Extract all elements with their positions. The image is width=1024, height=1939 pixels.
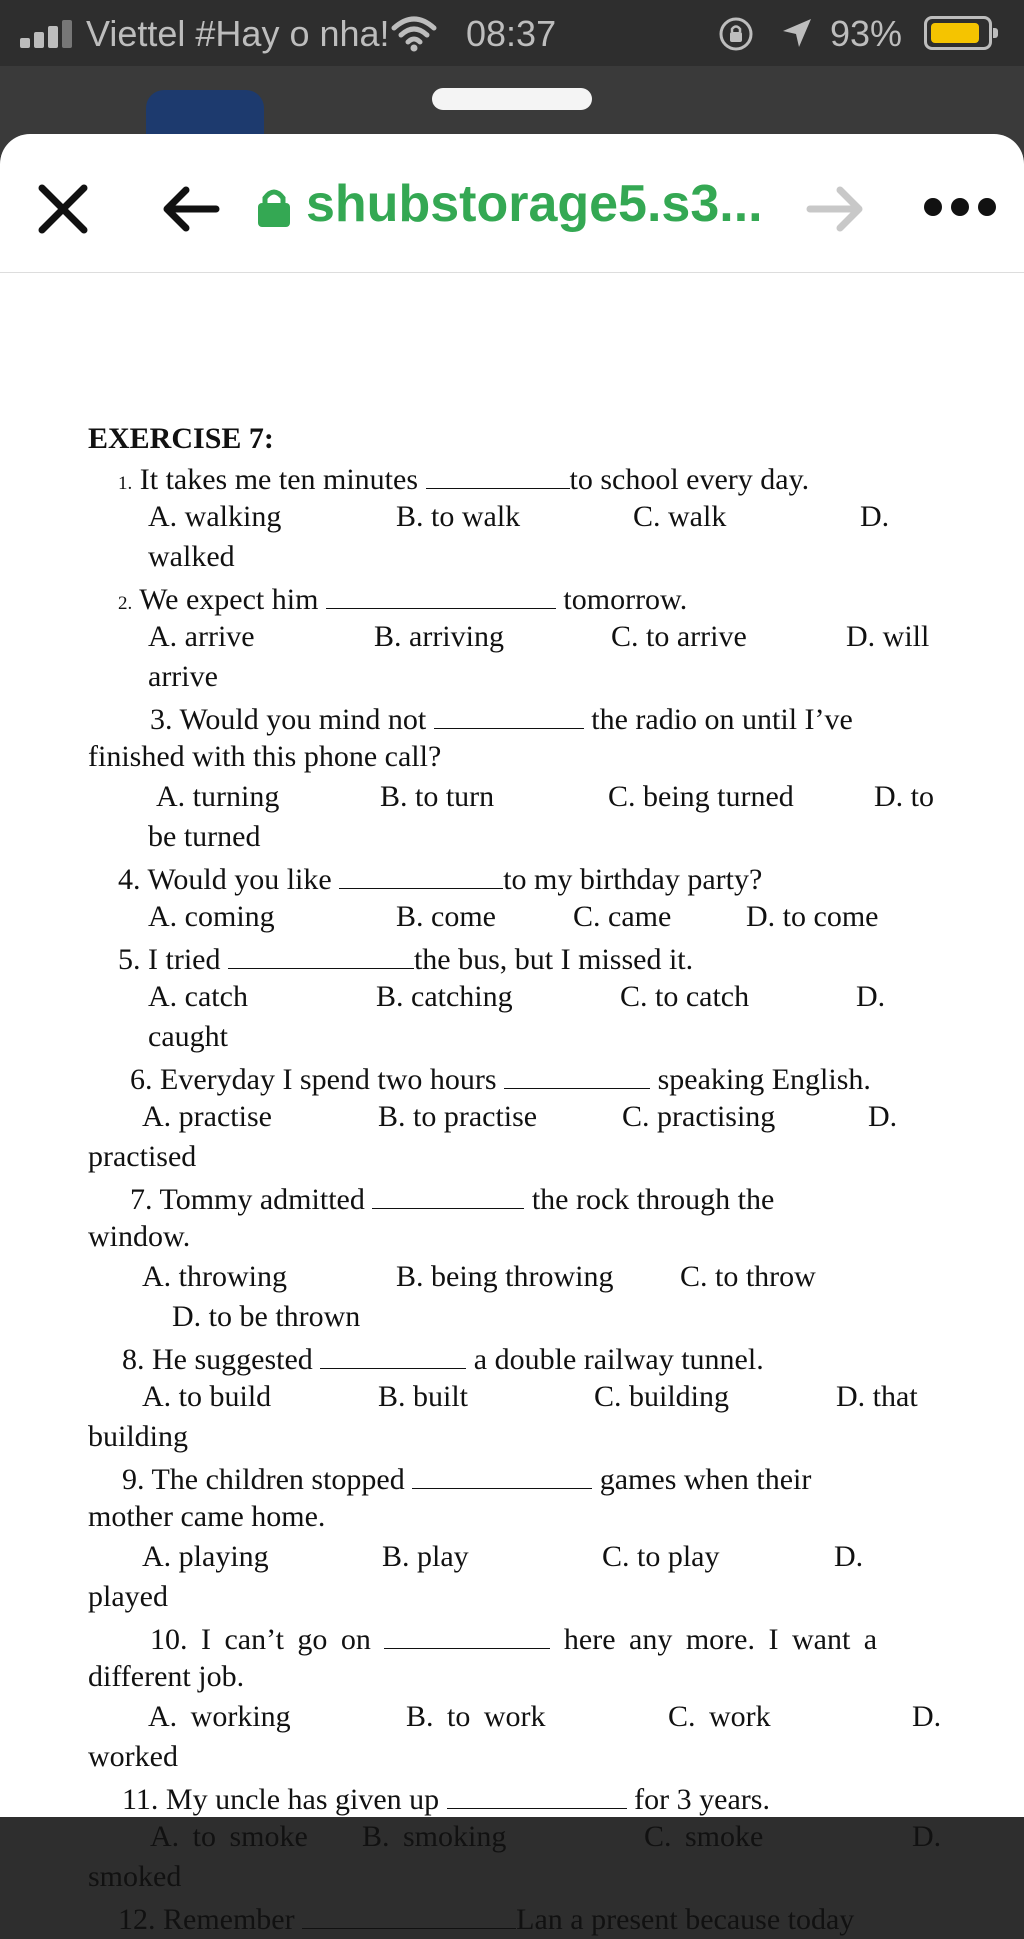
question-text-before: I tried [148, 943, 221, 976]
status-bar [0, 0, 1024, 66]
question-9 [122, 1458, 811, 1499]
option-d-continued: arrive [148, 660, 218, 693]
option-d: D. will [846, 620, 930, 653]
answer-blank [302, 1898, 516, 1929]
question-4 [118, 858, 762, 899]
question-text-continued: mother came home. [88, 1500, 326, 1533]
question-10 [150, 1618, 877, 1659]
option-a: A. coming [148, 900, 275, 933]
question-number: 5. [118, 943, 141, 976]
question-text-after: the rock through the [531, 1183, 775, 1216]
option-c: C. came [573, 900, 672, 933]
option-b: B. arriving [374, 620, 504, 653]
option-b: B. to turn [380, 780, 495, 813]
option-c: C. to play [602, 1540, 720, 1573]
battery-icon [924, 16, 992, 50]
question-number: 4. [118, 863, 141, 896]
question-11 [122, 1778, 770, 1819]
question-text-before: He suggested [152, 1343, 313, 1376]
question-number: 6. [130, 1063, 153, 1096]
question-text-continued: different job. [88, 1660, 245, 1693]
question-text-before: Would you mind not [179, 703, 427, 736]
option-d: D. [856, 980, 886, 1013]
option-b: B. built [378, 1380, 469, 1413]
location-arrow-icon [780, 16, 814, 50]
option-d-continued: be turned [148, 820, 261, 853]
question-text-after: Lan a present because today [516, 1903, 855, 1936]
question-1 [118, 458, 809, 503]
lock-icon [256, 186, 292, 228]
option-b: B. come [396, 900, 496, 933]
option-d-continued: caught [148, 1020, 228, 1053]
question-text-after: to school every day. [569, 463, 810, 496]
signal-icon [20, 20, 76, 48]
answer-blank [326, 578, 556, 609]
option-b: B. being throwing [396, 1260, 614, 1293]
option-a: A. catch [148, 980, 248, 1013]
question-text-after: to my birthday party? [503, 863, 763, 896]
option-d: D. [912, 1700, 942, 1733]
option-b: B. to walk [396, 500, 521, 533]
document-page [0, 274, 1024, 1936]
option-c: C. building [594, 1380, 730, 1413]
url-text[interactable]: shubstorage5.s3... [306, 175, 763, 233]
option-d-continued: worked [88, 1740, 178, 1773]
option-d-continued: played [88, 1580, 168, 1613]
option-c: C. work [668, 1700, 771, 1733]
option-c: C. to catch [620, 980, 750, 1013]
question-text-before: Would you like [147, 863, 332, 896]
option-a: A. practise [142, 1100, 272, 1133]
option-d: D. [868, 1100, 898, 1133]
option-b: B. to work [406, 1700, 546, 1733]
question-3 [150, 698, 853, 739]
answer-blank [320, 1338, 466, 1369]
forward-arrow-icon[interactable] [804, 182, 866, 236]
question-6 [130, 1058, 871, 1099]
question-text-before: We expect him [139, 583, 319, 616]
option-a: A. to build [142, 1380, 272, 1413]
rotation-lock-icon [718, 16, 754, 52]
question-12 [118, 1898, 854, 1939]
answer-blank [228, 938, 414, 969]
option-a: A. to smoke [150, 1820, 308, 1853]
option-a: A. throwing [142, 1260, 287, 1293]
question-8 [122, 1338, 764, 1379]
carrier-name: Viettel #Hay o nha! [86, 13, 390, 54]
option-a: A. walking [148, 500, 282, 533]
question-number: 9. [122, 1463, 145, 1496]
clock-time: 08:37 [466, 13, 557, 54]
battery-percent: 93% [830, 13, 903, 54]
question-number: 12. [118, 1903, 156, 1936]
option-d-continued: walked [148, 540, 235, 573]
question-number: 2. [118, 593, 133, 614]
option-b: B. to practise [378, 1100, 538, 1133]
question-text-after: the radio on until I’ve [591, 703, 853, 736]
wifi-icon [392, 16, 436, 52]
answer-blank [339, 858, 503, 889]
question-text-after: games when their [599, 1463, 812, 1496]
option-d: D. to be thrown [172, 1300, 361, 1333]
question-number: 8. [122, 1343, 145, 1376]
option-d-continued: practised [88, 1140, 197, 1173]
question-text-before: Everyday I spend two hours [160, 1063, 497, 1096]
browser-toolbar [0, 134, 1024, 273]
question-number: 11. [122, 1783, 159, 1816]
option-b: B. play [382, 1540, 469, 1573]
question-number: 7. [130, 1183, 153, 1216]
answer-blank [447, 1778, 627, 1809]
option-a: A. turning [156, 780, 280, 813]
question-text-after: tomorrow. [563, 583, 688, 616]
question-text-before: Tommy admitted [159, 1183, 365, 1216]
answer-blank [384, 1618, 550, 1649]
option-c: C. to arrive [611, 620, 747, 653]
option-d: D. that [836, 1380, 918, 1413]
option-c: C. walk [633, 500, 727, 533]
question-text-after: for 3 years. [634, 1783, 770, 1816]
back-arrow-icon[interactable] [160, 182, 222, 236]
browser-sheet [0, 134, 1024, 1936]
question-text-before: It takes me ten minutes [139, 463, 419, 496]
option-d: D. [860, 500, 890, 533]
answer-blank [372, 1178, 524, 1209]
question-text-continued: finished with this phone call? [88, 740, 442, 773]
option-c: C. being turned [608, 780, 794, 813]
question-text-before: The children stopped [151, 1463, 405, 1496]
option-a: A. arrive [148, 620, 255, 653]
close-icon[interactable] [36, 182, 90, 236]
option-c: C. smoke [644, 1820, 764, 1853]
answer-blank [434, 698, 584, 729]
option-c: C. to throw [680, 1260, 816, 1293]
option-d: D. to come [746, 900, 879, 933]
question-2 [118, 578, 687, 623]
question-5 [118, 938, 693, 979]
option-d: D. [834, 1540, 864, 1573]
answer-blank [412, 1458, 592, 1489]
option-d: D. to [874, 780, 934, 813]
option-c: C. practising [622, 1100, 776, 1133]
question-text-before: I can’t go on [201, 1623, 371, 1656]
more-options-icon[interactable] [924, 198, 996, 218]
question-number: 3. [150, 703, 173, 736]
question-7 [130, 1178, 774, 1219]
option-a: A. working [148, 1700, 291, 1733]
option-b: B. catching [376, 980, 513, 1013]
question-text-before: My uncle has given up [165, 1783, 440, 1816]
question-number: 10. [150, 1623, 188, 1656]
question-text-before: Remember [163, 1903, 295, 1936]
option-b: B. smoking [362, 1820, 507, 1853]
question-text-after: the bus, but I missed it. [413, 943, 694, 976]
answer-blank [426, 458, 570, 489]
exercise-title: EXERCISE 7: [88, 422, 274, 455]
battery-level-fill [931, 23, 979, 43]
option-d: D. [912, 1820, 942, 1853]
question-text-after: here any more. I want a [563, 1623, 878, 1656]
option-d-continued: building [88, 1420, 189, 1453]
question-text-after: a double railway tunnel. [473, 1343, 764, 1376]
question-text-continued: window. [88, 1220, 191, 1253]
option-a: A. playing [142, 1540, 269, 1573]
question-number: 1. [118, 473, 133, 494]
question-text-after: speaking English. [657, 1063, 871, 1096]
answer-blank [504, 1058, 650, 1089]
option-d-continued: smoked [88, 1860, 182, 1893]
sheet-grabber[interactable] [432, 88, 592, 110]
